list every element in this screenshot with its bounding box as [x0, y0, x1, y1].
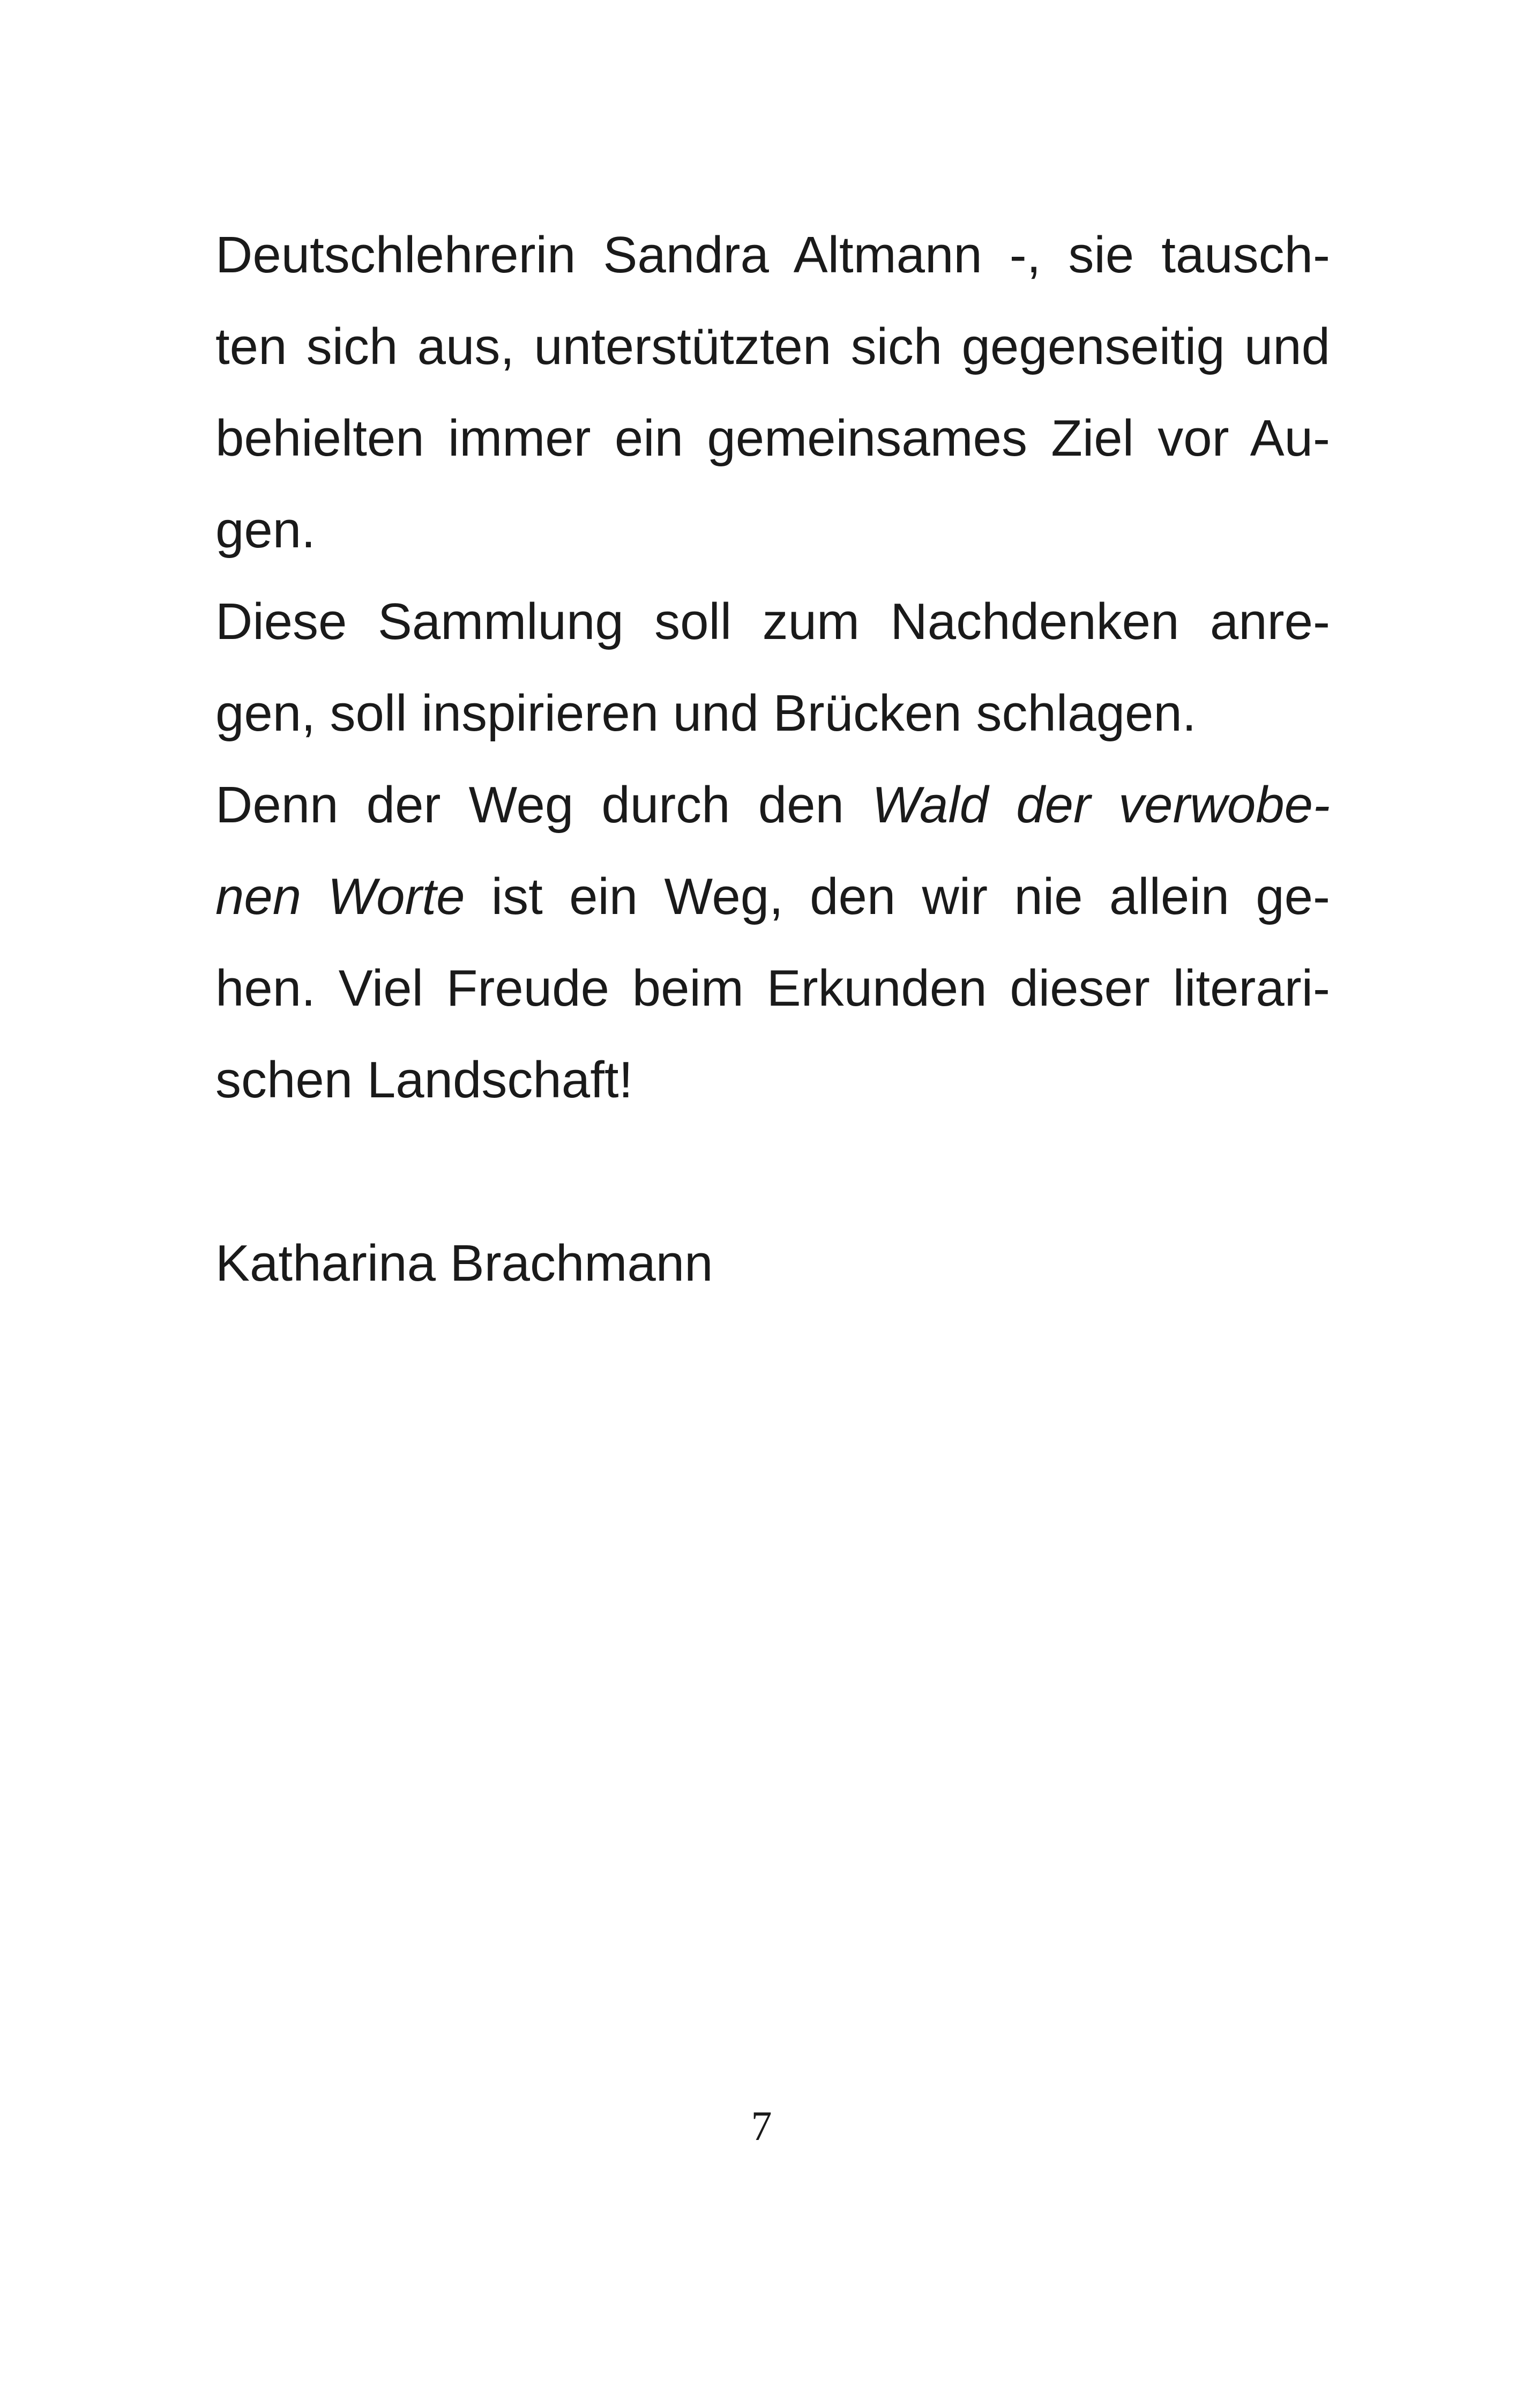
text-line: behielten immer ein gemeinsames Ziel vor Au-	[215, 410, 1330, 467]
text-line-with-italic-title	[215, 759, 1330, 851]
text-line: schen Landschaft!	[215, 1051, 633, 1109]
book-title-italic: nen Worte	[215, 868, 465, 925]
book-title-italic: Wald der verwobe-	[872, 776, 1331, 834]
text-line: ten sich aus, unterstützten sich gegenseitig und	[215, 318, 1330, 375]
body-text	[215, 209, 1330, 1309]
author-signature: Katharina Brachmann	[215, 1235, 713, 1292]
text-line: gen.	[215, 501, 316, 559]
text-line: hen. Viel Freude beim Erkunden dieser literari-	[215, 960, 1330, 1017]
text-line: Diese Sammlung soll zum Nachdenken anre-	[215, 593, 1330, 650]
text-line-with-italic-title	[215, 851, 1330, 942]
line-text-before: Denn der Weg durch den	[215, 776, 872, 834]
page-number: 7	[751, 2102, 772, 2149]
text-line: Deutschlehrerin Sandra Altmann -, sie tausch-	[215, 226, 1330, 284]
text-line: gen, soll inspirieren und Brücken schlagen.	[215, 685, 1197, 742]
line-text-after: ist ein Weg, den wir nie allein ge-	[465, 868, 1331, 925]
